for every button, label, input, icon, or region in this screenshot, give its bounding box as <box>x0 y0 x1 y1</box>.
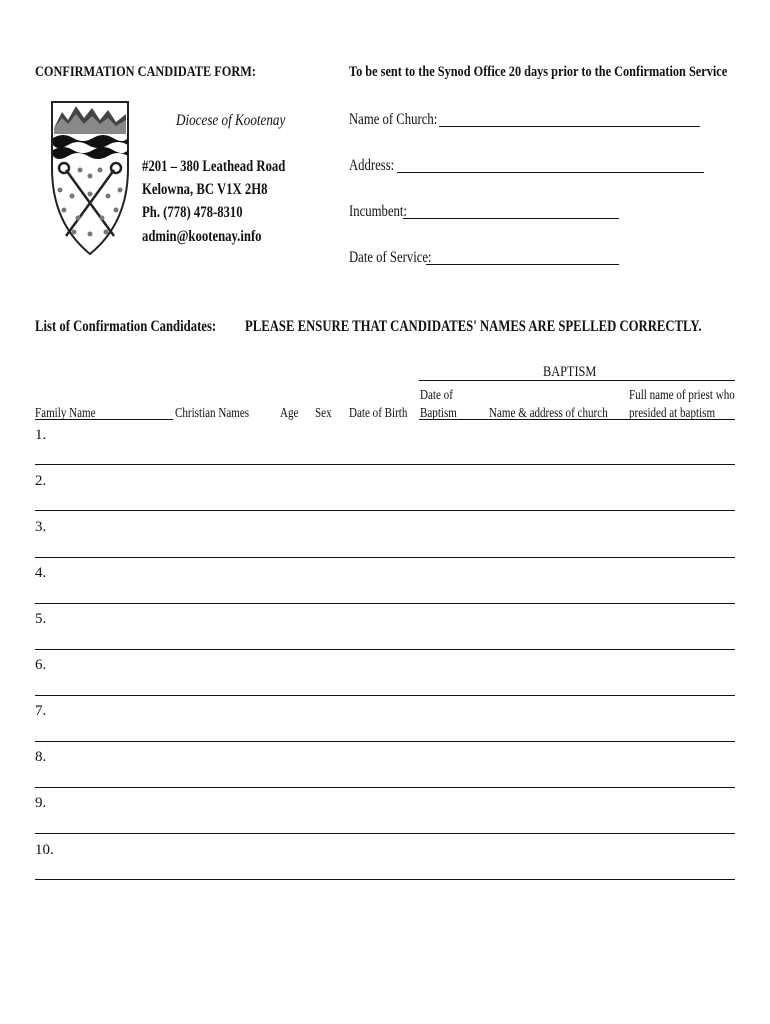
row-number: 9. <box>35 795 47 811</box>
col-date-of-birth: Date of Birth <box>349 405 408 420</box>
col-sex: Sex <box>315 405 332 420</box>
address-line-2: Kelowna, BC V1X 2H8 <box>142 181 268 198</box>
header-rule-left <box>35 419 173 420</box>
candidate-row-8-line[interactable] <box>35 787 735 788</box>
form-title: CONFIRMATION CANDIDATE FORM: <box>35 64 256 80</box>
address-line-1: #201 – 380 Leathead Road <box>142 158 286 175</box>
col-church: Name & address of church <box>489 405 608 420</box>
col-christian-names: Christian Names <box>175 405 250 420</box>
col-priest: Full name of priest who presided at baptism <box>629 387 735 420</box>
row-number: 1. <box>35 427 47 443</box>
col-family-name: Family Name <box>35 405 96 420</box>
baptism-group-header: BAPTISM <box>543 364 597 380</box>
row-number: 5. <box>35 611 47 627</box>
church-name-label: Name of Church: <box>349 111 438 128</box>
row-number: 2. <box>35 473 47 489</box>
row-number: 4. <box>35 565 47 581</box>
church-address-label: Address: <box>349 157 395 174</box>
baptism-group-rule <box>419 380 735 381</box>
row-number: 7. <box>35 703 47 719</box>
diocese-coat-of-arms-icon <box>50 98 130 258</box>
candidate-row-5-line[interactable] <box>35 649 735 650</box>
diocese-name: Diocese of Kootenay <box>176 112 286 129</box>
candidate-row-7-line[interactable] <box>35 741 735 742</box>
candidate-row-6-line[interactable] <box>35 695 735 696</box>
header-rule-right <box>419 419 735 420</box>
col-date-of-baptism: Date of Baptism <box>420 387 457 420</box>
incumbent-field[interactable] <box>403 218 619 219</box>
candidate-row-4-line[interactable] <box>35 603 735 604</box>
row-number: 8. <box>35 749 47 765</box>
candidates-list-label: List of Confirmation Candidates: <box>35 318 217 335</box>
row-number: 6. <box>35 657 47 673</box>
date-of-service-label: Date of Service: <box>349 249 432 266</box>
row-number: 3. <box>35 519 47 535</box>
candidate-row-10-line[interactable] <box>35 879 735 880</box>
spelling-notice: PLEASE ENSURE THAT CANDIDATES' NAMES ARE SPELLED CORRECTLY. <box>245 318 702 335</box>
candidate-row-2-line[interactable] <box>35 510 735 511</box>
incumbent-label: Incumbent: <box>349 203 407 220</box>
church-name-field[interactable] <box>439 126 700 127</box>
candidate-row-3-line[interactable] <box>35 557 735 558</box>
church-address-field[interactable] <box>397 172 704 173</box>
candidate-row-1-line[interactable] <box>35 464 735 465</box>
candidate-row-9-line[interactable] <box>35 833 735 834</box>
date-of-service-field[interactable] <box>426 264 619 265</box>
email-link[interactable]: admin@kootenay.info <box>142 228 262 245</box>
phone-number: Ph. (778) 478-8310 <box>142 204 243 221</box>
col-age: Age <box>280 405 299 420</box>
submission-instruction: To be sent to the Synod Office 20 days prior to the Confirmation Service <box>349 64 728 80</box>
row-number: 10. <box>35 842 54 858</box>
